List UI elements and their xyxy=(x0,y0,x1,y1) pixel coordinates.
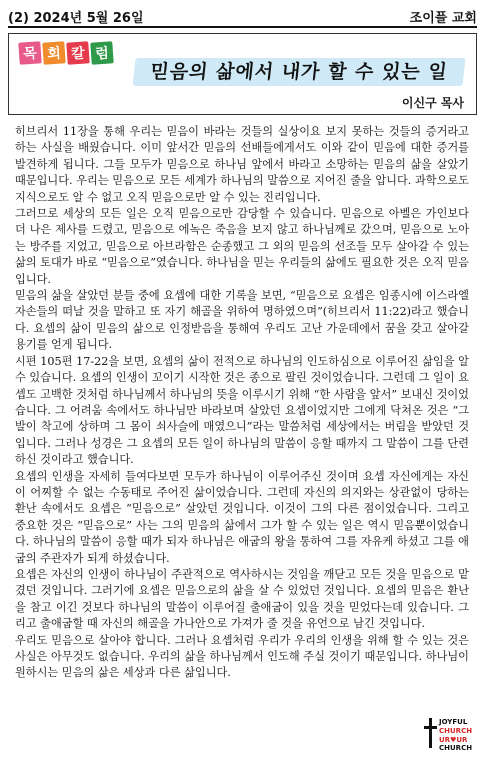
column-title: 믿음의 삶에서 내가 할 수 있는 일 xyxy=(133,58,466,86)
paragraph: 믿음의 삶을 살았던 분들 중에 요셉에 대한 기록을 보면, “믿음으로 요셉은 임종시에 이스라엘 자손들의 떠날 것을 말하고 또 자기 해골을 위하여 명하였으며”(히브리서 11:22)라고 했습니다. 요셉의 삶이 믿음의 삶으로 인정받음을 통해여 우리도 고난 가운데에서 꿈을 갖고 살아갈 용기를 얻게 됩니다. xyxy=(15,289,469,352)
issue-date: (2) 2024년 5월 26일 xyxy=(8,11,144,26)
column-tags xyxy=(19,42,113,64)
cross-icon xyxy=(423,714,439,754)
paragraph: 우리도 믿음으로 살아야 합니다. 그러나 요셉처럼 우리가 우리의 인생을 위해 할 수 있는 것은 사실은 아무것도 없습니다. 우리의 삶을 하나님께서 인도해 주실 것이기 때문입니다. 하나님이 원하시는 믿음의 삶은 세상과 다른 삶입니다. xyxy=(15,633,469,680)
logo-line-1: JOYFUL xyxy=(439,718,468,726)
logo-line-4: CHURCH xyxy=(439,744,473,752)
column-banner xyxy=(8,33,477,115)
paragraph: 시편 105편 17-22을 보면, 요셉의 삶이 전적으로 하나님의 인도하심으로 이루어진 삶임을 알 수 있습니다. 요셉의 인생이 꼬이기 시작한 것은 종으로 팔린 것이었습니다. 그런데 그 일이 요셉도 고백한 것처럼 하나님께서 하나님의 뜻을 이루시기 위해 “한 사람을 앞서” 보내신 것이었습니다. 그 어려움 속에서도 하나님만 바라보며 살았던 요셉이었지만 그에게 닥쳐온 것은 “그 발이 착고에 상하며 그 몸이 쇠사슬에 매였으니”라는 말씀처럼 세상에서는 버림을 받았던 것입니다. 그러나 성경은 그 요셉의 모든 일이 하나님의 말씀이 응할 때까지 그 말씀이 그를 단련하신 것이라고 했습니다. xyxy=(15,354,469,467)
tag-2: 회 xyxy=(42,41,65,64)
author-name: 이신구 목사 xyxy=(401,96,464,110)
logo-line-3: UR♥UR xyxy=(439,736,468,744)
header-rule xyxy=(8,26,477,28)
paragraph: 요셉은 자신의 인생이 하나님이 주관적으로 역사하시는 것임을 깨닫고 모든 것을 믿음으로 맡겼던 것입니다. 그러기에 요셉은 믿음으로의 삶을 살 수 있었던 것입니다. 요셉의 믿음은 환난을 참고 이긴 것보다 하나님의 말씀이 이루어질 출애굽이 있을 것을 믿었다는데 있습니다. 그리고 출애굽할 때 자신의 해골을 가나안으로 가져가 줄 것을 유언으로 남긴 것입니다. xyxy=(15,567,469,631)
tag-4: 럼 xyxy=(90,41,113,64)
church-name: 조이플 교회 xyxy=(409,11,477,26)
paragraph: 요셉의 인생을 자세히 들여다보면 모두가 하나님이 이루어주신 것이며 요셉 자신에게는 자신이 어찌할 수 없는 수동태로 주어진 삶이었습니다. 그런데 자신의 의지와는 상관없이 당하는 환난 속에서도 요셉은 “믿음으로” 살았던 것입니다. 이것이 그의 다른 점이었습니다. 그리고 중요한 것은 “믿음으로” 사는 그의 믿음의 삶에서 그가 할 수 있는 일은 역시 믿음뿐이었습니다. 하나님의 말씀이 응할 때가 되자 하나님은 애굽의 왕을 통하여 그를 자유케 하셨고 그를 애굽의 주관자가 되게 하셨습니다. xyxy=(15,469,469,565)
tag-1: 목 xyxy=(18,41,41,64)
logo-line-2: CHURCH xyxy=(439,727,473,735)
article-body xyxy=(15,124,469,682)
church-logo xyxy=(423,714,475,754)
paragraph: 그러므로 세상의 모든 일은 오직 믿음으로만 감당할 수 있습니다. 믿음으로 아벨은 가인보다 더 나은 제사를 드렸고, 믿음으로 에녹은 죽음을 보지 않고 하나님께로 갔으며, 믿음으로 노아는 방주를 지었고, 믿음으로 아브라함은 순종했고 그 외의 믿음의 선조들 모두 살아갈 수 있는 삶의 토대가 바로 “믿음으로”였습니다. 하나님을 믿는 우리들의 삶에도 필요한 것은 오직 믿음입니다. xyxy=(15,207,469,286)
paragraph: 히브리서 11장을 통해 우리는 믿음이 바라는 것들의 실상이요 보지 못하는 것들의 증거라고 하는 사실을 배웠습니다. 이미 앞서간 믿음의 선배들에게서도 이와 같이 믿음에 대한 증거를 발견하게 됩니다. 그들 모두가 믿음으로 하나님 앞에서 바라고 소망하는 믿음의 삶을 살았기 때문입니다. 우리는 믿음으로 모든 세계가 하나님의 말씀으로 지어진 줄을 압니다. 과학으로도 지식으로도 알 수 없고 오직 믿음으로만 알 수 있는 진리입니다. xyxy=(15,125,469,204)
page-header xyxy=(8,4,477,26)
tag-3: 칼 xyxy=(66,41,89,64)
